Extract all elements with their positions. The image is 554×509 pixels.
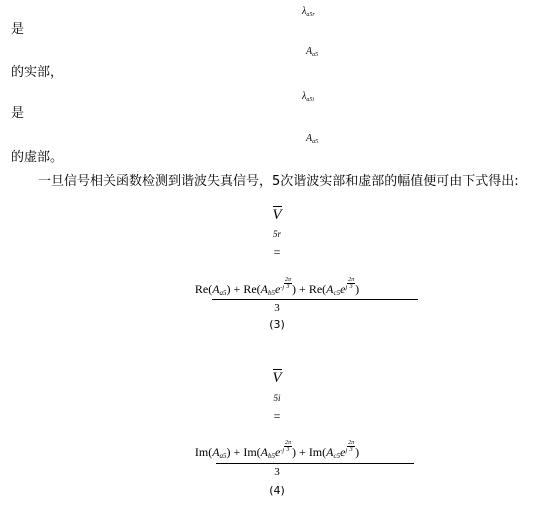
eq3-numerator: $Re(A_{a5}) + Re(A_{b5}e^{-j}$ $\frac{2\pi}{3}$ ) + $Re(A_{c5}e^j$ $\frac{2\pi}{3}$ ) bbox=[194, 277, 360, 297]
symbol-A-a5-real: $A_{a5}$ bbox=[306, 46, 319, 58]
symbol-A-a5-imag: $A_{a5}$ bbox=[306, 133, 319, 145]
eq4-equals: = bbox=[273, 409, 281, 423]
eq4-numerator: $Im(A_{a5}) + Im(A_{b5}e^{-j}$ $\frac{2\pi}{3}$ ) + $Im(A_{c5}e^j$ $\frac{2\pi}{3}$ ) bbox=[194, 440, 360, 460]
text-is-2: 是 bbox=[11, 106, 25, 121]
eq3-lhs-subscript: 5r bbox=[272, 229, 281, 239]
symbol-lambda-a5i: $\lambda_{a5i}$ bbox=[302, 91, 315, 103]
eq4-lhs-subscript: 5i bbox=[273, 393, 281, 403]
symbol-lambda-a5r: $\lambda_{a5r}$ bbox=[302, 6, 315, 18]
eq3-equals: = bbox=[273, 245, 281, 259]
text-real-part-of: 的实部， bbox=[11, 65, 64, 80]
text-imag-part-of: 的虚部。 bbox=[11, 150, 64, 165]
eq3-lhs-vbar: V bbox=[272, 207, 282, 223]
eq3-denominator: 3 bbox=[274, 302, 280, 314]
eq3-label: (3) bbox=[269, 318, 285, 331]
eq3-fraction-bar bbox=[212, 299, 418, 300]
text-sentence: 一旦信号相关函数检测到谐波失真信号，5次谐波实部和虚部的幅值便可由下式得出: bbox=[38, 174, 519, 189]
eq4-fraction-bar bbox=[216, 463, 414, 464]
eq4-denominator: 3 bbox=[274, 466, 280, 478]
eq4-label: (4) bbox=[269, 484, 285, 497]
text-is-1: 是 bbox=[11, 22, 25, 37]
eq4-lhs-vbar: V bbox=[272, 370, 282, 386]
